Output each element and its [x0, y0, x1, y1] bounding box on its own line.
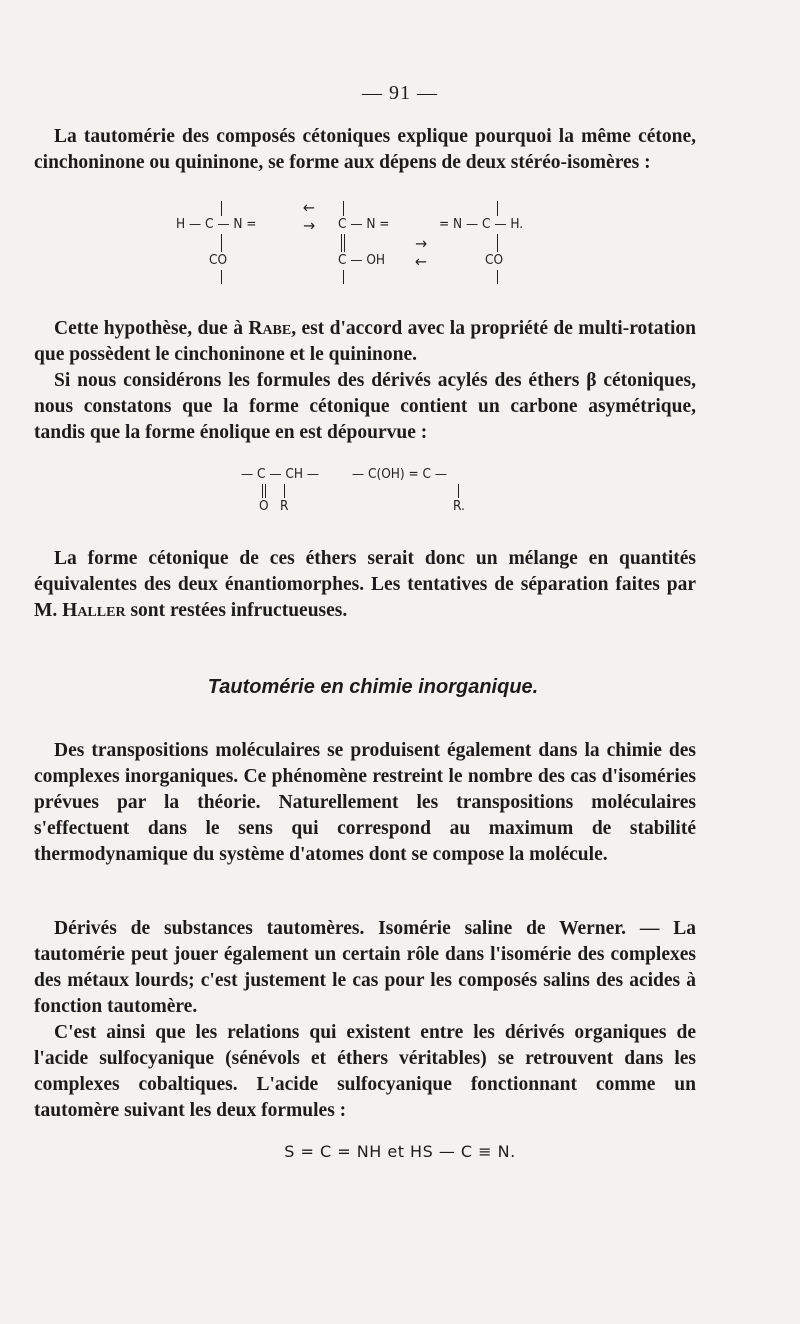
formula2-keto-r: R	[280, 498, 289, 514]
paragraph-1: La tautomérie des composés cétoniques explique pourquoi la même cétone, cinchoninone ou quininone, se forme aux dépens de deux stéréo-isomères :	[34, 126, 696, 173]
formula1-left-bottom: CO	[209, 252, 228, 268]
formula2-keto-o: O	[259, 498, 269, 514]
formula2-enol-top: — C(OH) = C —	[352, 466, 448, 482]
paragraph-6-lead: Dérivés de substances tautomères. Isomérie saline de Werner.	[54, 918, 627, 939]
paragraph-3: Si nous considérons les formules des dérivés acylés des éthers β cétoniques, nous constatons que la forme cétonique contient un carbone asymétrique, tandis que la forme énolique en est dépourvue :	[34, 370, 696, 443]
author-rabe: Rabe	[248, 318, 292, 339]
paragraph-7: C'est ainsi que les relations qui existent entre les dérivés organiques de l'acide sulfocyanique (sénévols et éthers véritables) se retrouvent dans les complexes cobaltiques. L'acide sulfocyanique fonctionnant comme un tautomère suivant les deux formules :	[34, 1022, 696, 1121]
equation-sulfocyanic: S = C = NH et HS — C ≡ N.	[284, 1142, 516, 1161]
formula1-arrow-right-top: →	[415, 234, 428, 253]
formula1-mid-top: C — N =	[338, 216, 390, 232]
page-number: — 91 —	[362, 82, 438, 104]
formula1-arrow-left-top: ←	[303, 198, 316, 217]
author-haller: Haller	[62, 600, 126, 621]
formula1-left-top: H — C — N =	[176, 216, 257, 232]
formula1-right-top: = N — C — H.	[439, 216, 524, 232]
paragraph-6: Dérivés de substances tautomères. Isomérie saline de Werner. — La tautomérie peut jouer également un certain rôle dans l'isomérie des complexes des métaux lourds; c'est justement le cas pour les composés salins des acides à fonction tautomère.	[34, 918, 696, 1017]
formula1-right-bottom: CO	[485, 252, 504, 268]
paragraph-4: La forme cétonique de ces éthers serait donc un mélange en quantités équivalentes des deux énantiomorphes. Les tentatives de séparation faites par M. Haller sont restées infructueuses.	[34, 548, 696, 621]
formula1-arrow-left-bottom: →	[303, 216, 316, 235]
paragraph-2: Cette hypothèse, due à Rabe, est d'accord avec la propriété de multi-rotation que possèdent le cinchoninone et le quininone.	[34, 318, 696, 365]
formula2-keto-top: — C — CH —	[241, 466, 319, 482]
section-heading: Tautomérie en chimie inorganique.	[207, 676, 539, 698]
formula1-mid-bottom: C — OH	[338, 252, 386, 268]
paragraph-5: Des transpositions moléculaires se produisent également dans la chimie des complexes inorganiques. Ce phénomène restreint le nombre des cas d'isoméries prévues par la théorie. Naturellement les transpositions moléculaires s'effectuent dans le sens qui correspond au maximum de stabilité thermodynamique du système d'atomes dont se compose la molécule.	[34, 740, 696, 865]
formula1-arrow-right-bottom: ←	[415, 252, 428, 271]
formula2-enol-r: R.	[453, 498, 465, 514]
